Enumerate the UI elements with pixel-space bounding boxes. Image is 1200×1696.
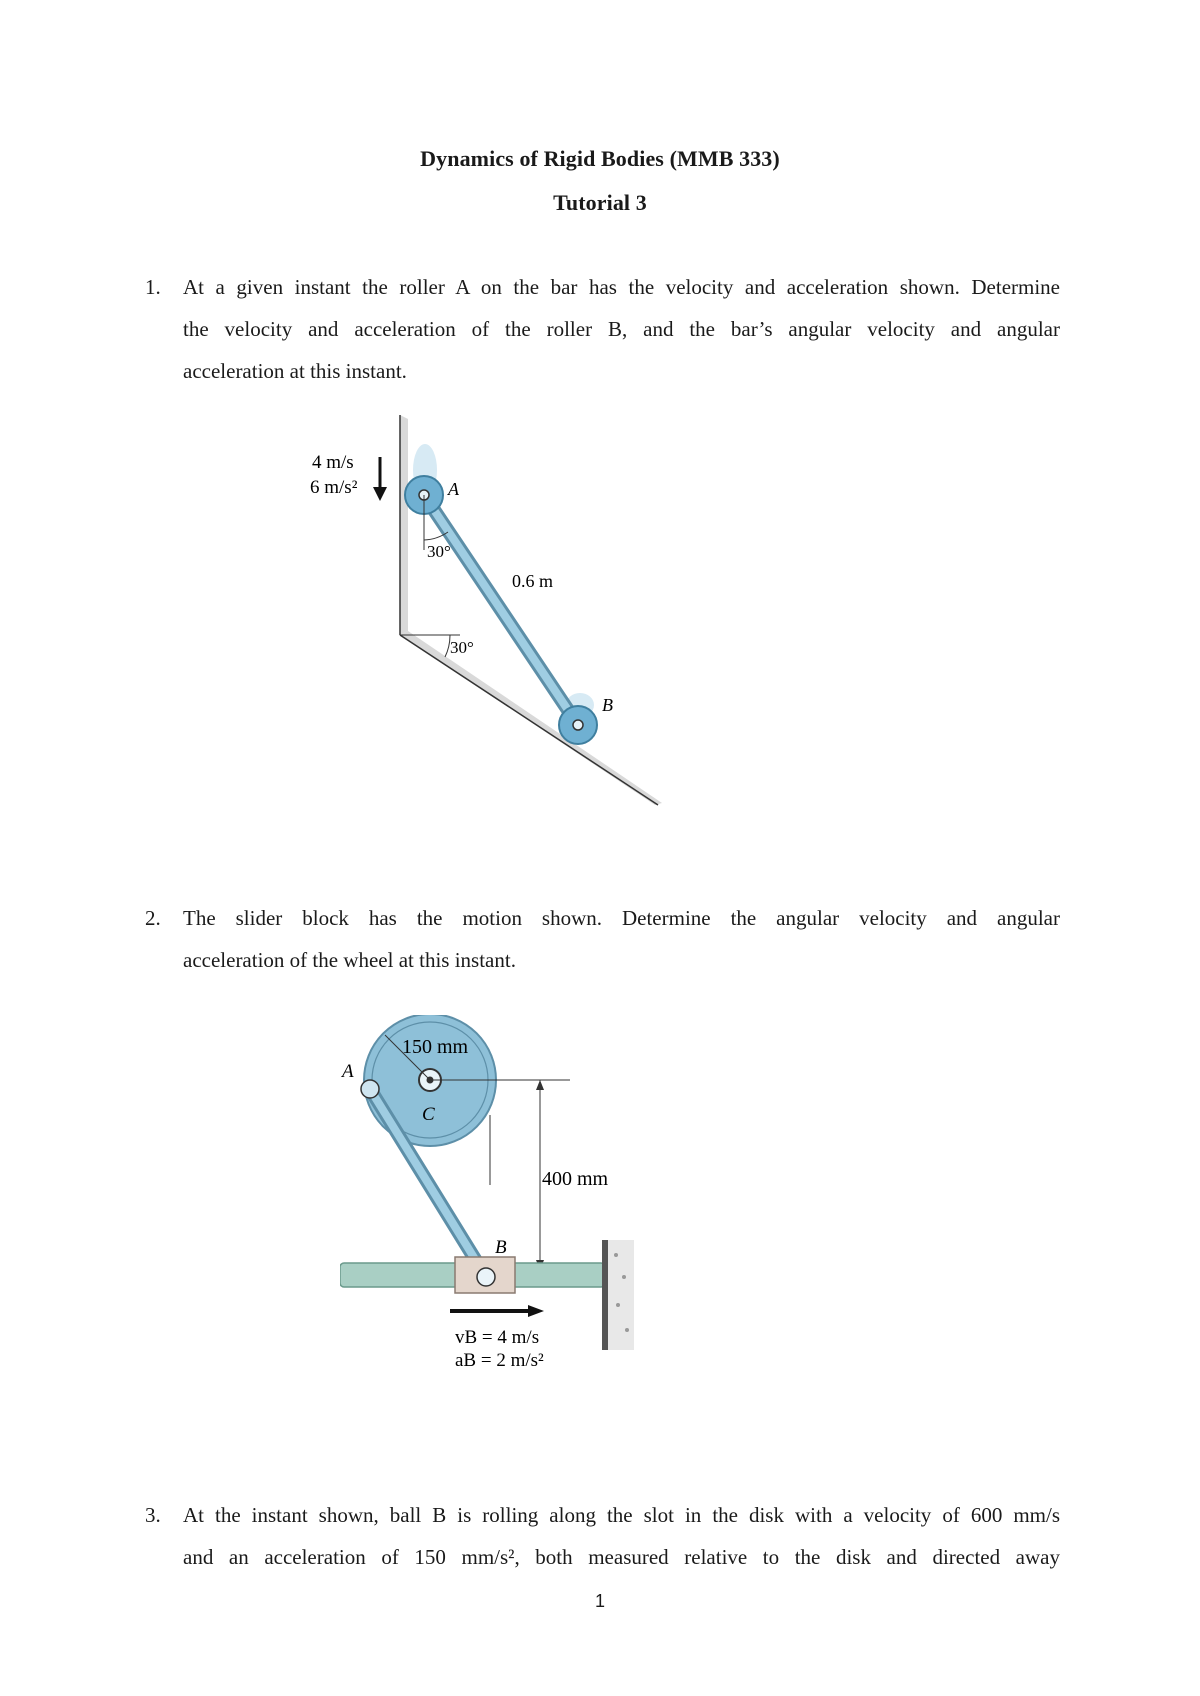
question-text-line: acceleration at this instant. bbox=[183, 359, 407, 383]
height-label: 400 mm bbox=[542, 1168, 609, 1190]
question-text-line: The slider block has the motion shown. Determine the angular velocity and angular bbox=[183, 906, 1060, 930]
wall bbox=[602, 1240, 608, 1350]
velocity-arrow-head bbox=[528, 1305, 544, 1317]
question-2 bbox=[145, 897, 1060, 981]
roller-bar-figure bbox=[300, 405, 760, 865]
roller-b-pin bbox=[573, 720, 583, 730]
slider-wheel-figure bbox=[340, 1015, 800, 1415]
dimension-arrow-top bbox=[536, 1080, 544, 1090]
wall-texture bbox=[616, 1303, 620, 1307]
vb-label: vB = 4 m/s bbox=[455, 1327, 540, 1348]
pin-a bbox=[361, 1080, 379, 1098]
question-number: 1. bbox=[145, 275, 161, 299]
point-a-label: A bbox=[342, 1061, 354, 1082]
wall-texture bbox=[622, 1275, 626, 1279]
question-text-line: and an acceleration of 150 mm/s², both measured relative to the disk and directed away bbox=[183, 1545, 1060, 1569]
wall-texture bbox=[614, 1253, 618, 1257]
document-title: Dynamics of Rigid Bodies (MMB 333) bbox=[420, 146, 780, 171]
question-text-line: the velocity and acceleration of the roller B, and the bar’s angular velocity and angular bbox=[183, 317, 1060, 341]
radius-label: 150 mm bbox=[402, 1036, 469, 1058]
wall-shading bbox=[400, 415, 408, 635]
question-1 bbox=[145, 266, 1060, 392]
page-number: 1 bbox=[594, 1591, 605, 1611]
velocity-arrow-head bbox=[373, 487, 387, 501]
question-3 bbox=[145, 1494, 1060, 1578]
question-number: 2. bbox=[145, 906, 161, 930]
pin-b bbox=[477, 1268, 495, 1286]
question-text-line: acceleration of the wheel at this instant. bbox=[183, 948, 516, 972]
bar-highlight bbox=[424, 495, 578, 725]
point-b-label: B bbox=[602, 695, 613, 715]
wall-texture bbox=[625, 1328, 629, 1332]
question-number: 3. bbox=[145, 1503, 161, 1527]
wall-hatching bbox=[608, 1240, 634, 1350]
length-label: 0.6 m bbox=[512, 571, 554, 591]
angle-bottom-label: 30° bbox=[450, 638, 474, 657]
velocity-label: 4 m/s bbox=[312, 452, 354, 473]
ab-label: aB = 2 m/s² bbox=[455, 1350, 544, 1371]
document-subtitle: Tutorial 3 bbox=[553, 190, 647, 215]
acceleration-label: 6 m/s² bbox=[310, 477, 358, 498]
angle-top-label: 30° bbox=[427, 542, 451, 561]
question-text-line: At a given instant the roller A on the bar has the velocity and acceleration shown. Determine bbox=[183, 275, 1060, 299]
point-a-label: A bbox=[448, 479, 459, 499]
point-b-label: B bbox=[495, 1237, 507, 1258]
question-text-line: At the instant shown, ball B is rolling along the slot in the disk with a velocity of 600 mm/s bbox=[183, 1503, 1060, 1527]
point-c-label: C bbox=[422, 1104, 435, 1125]
